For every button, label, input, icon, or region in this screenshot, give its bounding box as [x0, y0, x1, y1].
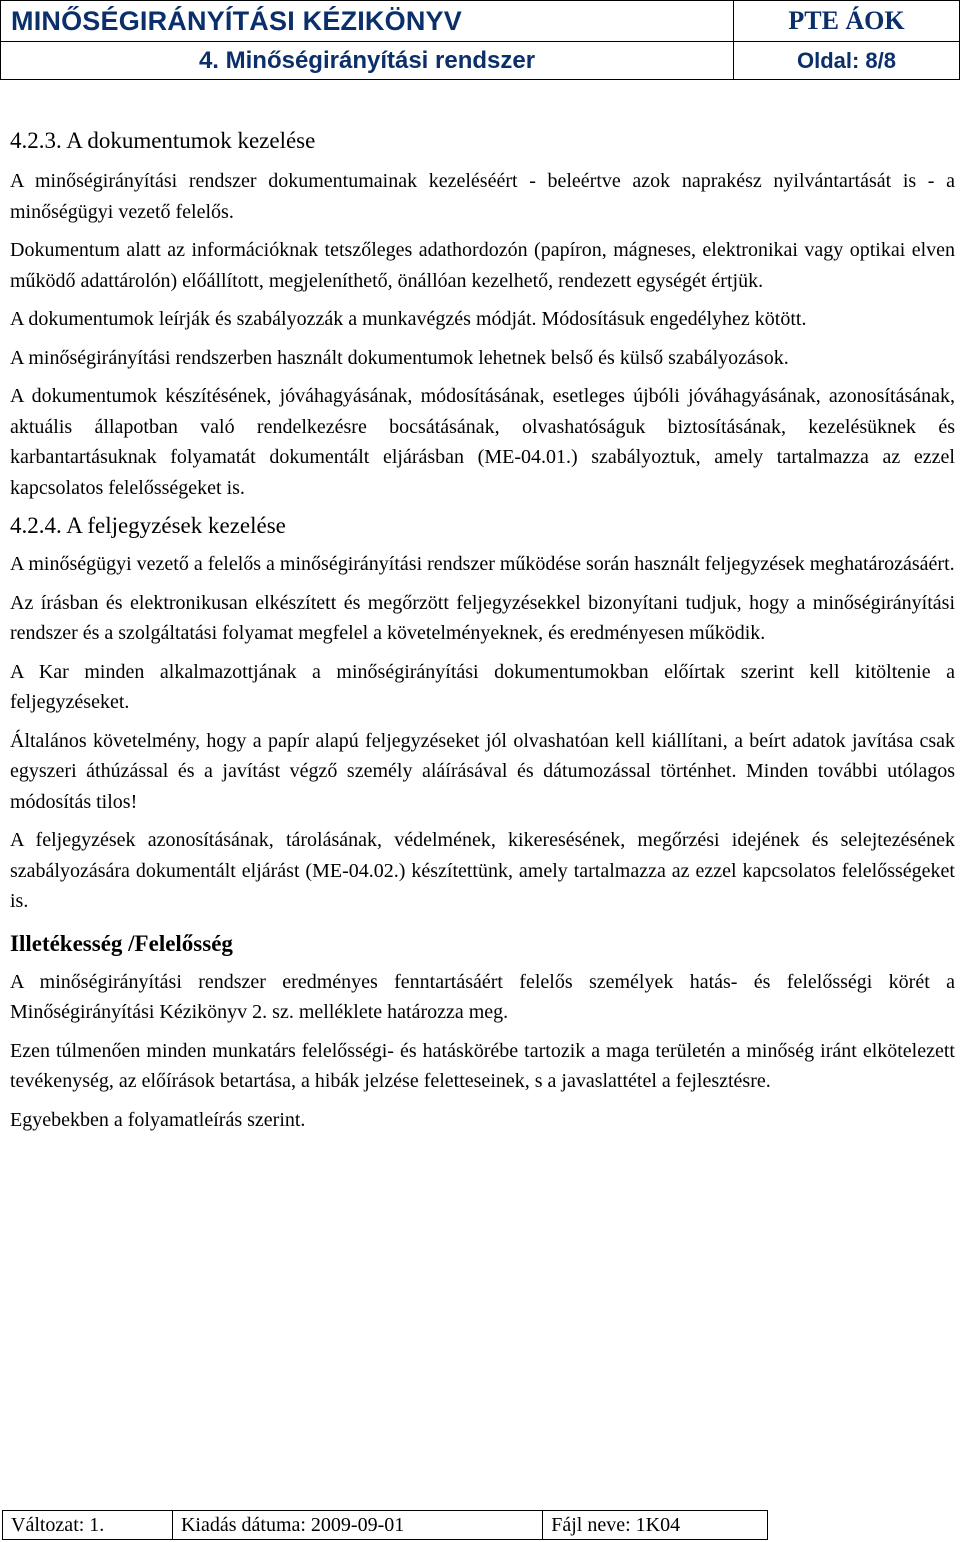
- page-number: Oldal: 8/8: [734, 42, 960, 80]
- paragraph: Ezen túlmenően minden munkatárs felelősségi- és hatáskörébe tartozik a maga területén a minőség iránt elkötelezett tevékenység, az előírások betartása, a hibák jelzése feletteseinek, s a javaslattétel a fejlesztésre.: [10, 1039, 955, 1092]
- version-label: Változat: 1.: [3, 1511, 173, 1540]
- document-body: [10, 124, 955, 1135]
- header-table: [0, 0, 960, 80]
- paragraph: A dokumentumok leírják és szabályozzák a munkavégzés módját. Módosításuk engedélyhez kötött.: [10, 308, 807, 330]
- organization-name: PTE ÁOK: [734, 1, 960, 42]
- filename-label: Fájl neve: 1K04: [543, 1511, 768, 1540]
- paragraph: Általános követelmény, hogy a papír alapú feljegyzéseket jól olvashatóan kell kiállítani, a beírt adatok javítása csak egyszeri áthúzással és a javítást végző személy aláírásával és dátumozással történhet. Minden további utólagos módosítás tilos!: [10, 729, 955, 813]
- footer-table: [2, 1510, 768, 1540]
- section-heading-4-2-3: 4.2.3. A dokumentumok kezelése: [10, 128, 316, 153]
- paragraph: Egyebekben a folyamatleírás szerint.: [10, 1108, 306, 1131]
- paragraph: A minőségirányítási rendszer dokumentumainak kezeléséért - beleértve azok naprakész nyilvántartását is - a minőségügyi vezető felelős.: [10, 170, 955, 223]
- manual-title: MINŐSÉGIRÁNYÍTÁSI KÉZIKÖNYV: [1, 1, 734, 42]
- issue-date-label: Kiadás dátuma: 2009-09-01: [172, 1511, 542, 1540]
- page-footer: [2, 1510, 952, 1540]
- section-heading-4-2-4: 4.2.4. A feljegyzések kezelése: [10, 513, 286, 538]
- paragraph: A dokumentumok készítésének, jóváhagyásának, módosításának, esetleges újbóli jóváhagyásának, azonosításának, aktuális állapotban való rendelkezésre bocsátásának, olvashatóságuk biztosításának, kezelésüknek és karbantartásuknak folyamatát dokumentált eljárásban (ME-04.01.) szabályoztuk, amely tartalmazza az ezzel kapcsolatos felelősségeket is.: [10, 385, 955, 499]
- page-header: [0, 0, 960, 82]
- paragraph: A minőségirányítási rendszerben használt dokumentumok lehetnek belső és külső szabályozások.: [10, 346, 789, 369]
- paragraph: Dokumentum alatt az információknak tetszőleges adathordozón (papíron, mágneses, elektronikai vagy optikai elven működő adattárolón) előállított, megjeleníthető, önállóan kezelhető, rendezett egységét értjük.: [10, 239, 955, 292]
- responsibility-heading: Illetékesség /Felelősség: [10, 930, 233, 956]
- paragraph: A minőségügyi vezető a felelős a minőségirányítási rendszer működése során használt feljegyzések meghatározásáért.: [10, 553, 955, 575]
- paragraph: Az írásban és elektronikusan elkészített és megőrzött feljegyzésekkel bizonyítani tudjuk, hogy a minőségirányítási rendszer és a szolgáltatási folyamat megfelel a követelményeknek, és eredményesen működik.: [10, 591, 955, 644]
- paragraph: A Kar minden alkalmazottjának a minőségirányítási dokumentumokban előírtak szerint kell kitöltenie a feljegyzéseket.: [10, 660, 955, 713]
- paragraph: A minőségirányítási rendszer eredményes fenntartásáért felelős személyek hatás- és felelősségi körét a Minőségirányítási Kézikönyv 2. sz. melléklete határozza meg.: [10, 970, 955, 1023]
- paragraph: A feljegyzések azonosításának, tárolásának, védelmének, kikeresésének, megőrzési idejének és selejtezésének szabályozására dokumentált eljárást (ME-04.02.) készítettünk, amely tartalmazza az ezzel kapcsolatos felelősségeket is.: [10, 829, 955, 912]
- chapter-title: 4. Minőségirányítási rendszer: [1, 42, 734, 80]
